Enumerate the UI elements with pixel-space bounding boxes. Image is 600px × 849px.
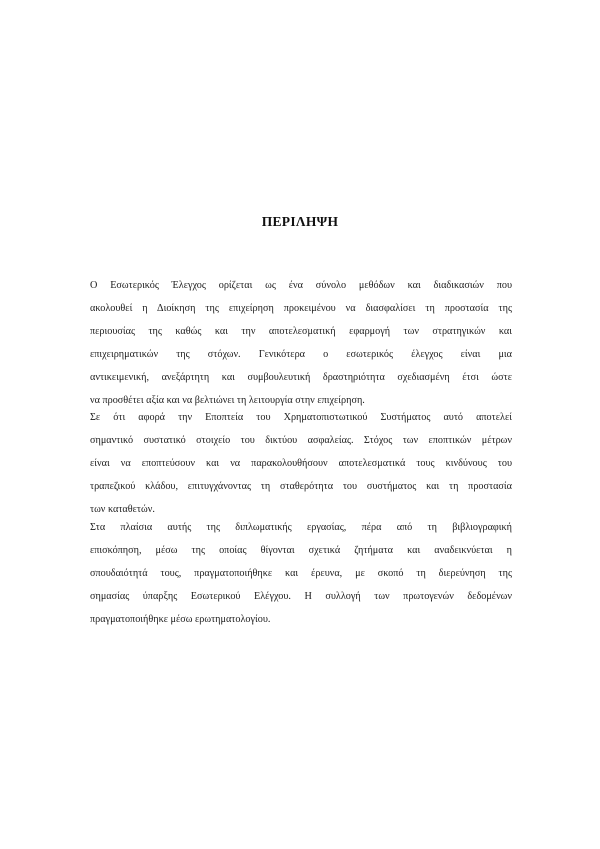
text-line: να προσθέτει αξία και να βελτιώνει τη λειτουργία στην επιχείρηση. <box>90 395 365 406</box>
paragraph-1 <box>90 274 512 412</box>
text-line: ακολουθεί η Διοίκηση της επιχείρηση προκειμένου να διασφαλίσει τη προστασία της <box>90 303 512 314</box>
text-line: σπουδαιότητά τους, πραγματοποιήθηκε και έρευνα, με σκοπό τη διερεύνηση της <box>90 568 512 579</box>
text-line: σημασίας ύπαρξης Εσωτερικού Ελέγχου. Η συλλογή των πρωτογενών δεδομένων <box>90 591 512 602</box>
page-title: ΠΕΡΙΛΗΨΗ <box>261 214 339 229</box>
text-line: σημαντικό συστατικό στοιχείο του δικτύου ασφαλείας. Στόχος των εποπτικών μέτρων <box>90 435 512 446</box>
text-line: πραγματοποιήθηκε μέσω ερωτηματολογίου. <box>90 614 271 625</box>
paragraph-2 <box>90 406 512 521</box>
paragraph-3 <box>90 516 512 631</box>
text-line: περιουσίας της καθώς και την αποτελεσματική εφαρμογή των στρατηγικών και <box>90 326 512 337</box>
text-line: Ο Εσωτερικός Έλεγχος ορίζεται ως ένα σύνολο μεθόδων και διαδικασιών που <box>90 280 512 291</box>
text-line: επιχειρηματικών της στόχων. Γενικότερα ο εσωτερικός έλεγχος είναι μια <box>90 349 512 360</box>
text-line: Στα πλαίσια αυτής της διπλωματικής εργασίας, πέρα από τη βιβλιογραφική <box>90 522 512 533</box>
text-line: είναι να εποπτεύσουν και να παρακολουθήσουν αποτελεσματικά τους κινδύνους του <box>90 458 512 469</box>
text-line: τραπεζικού κλάδου, επιτυγχάνοντας τη σταθερότητα του συστήματος και τη προστασία <box>90 481 512 492</box>
text-line: Σε ότι αφορά την Εποπτεία του Χρηματοπιστωτικού Συστήματος αυτό αποτελεί <box>90 412 512 423</box>
text-line: επισκόπηση, μέσω της οποίας θίγονται σχετικά ζητήματα και αναδεικνύεται η <box>90 545 512 556</box>
text-line: αντικειμενική, ανεξάρτητη και συμβουλευτική δραστηριότητα σχεδιασμένη έτσι ώστε <box>90 372 512 383</box>
text-line: των καταθετών. <box>90 504 155 515</box>
